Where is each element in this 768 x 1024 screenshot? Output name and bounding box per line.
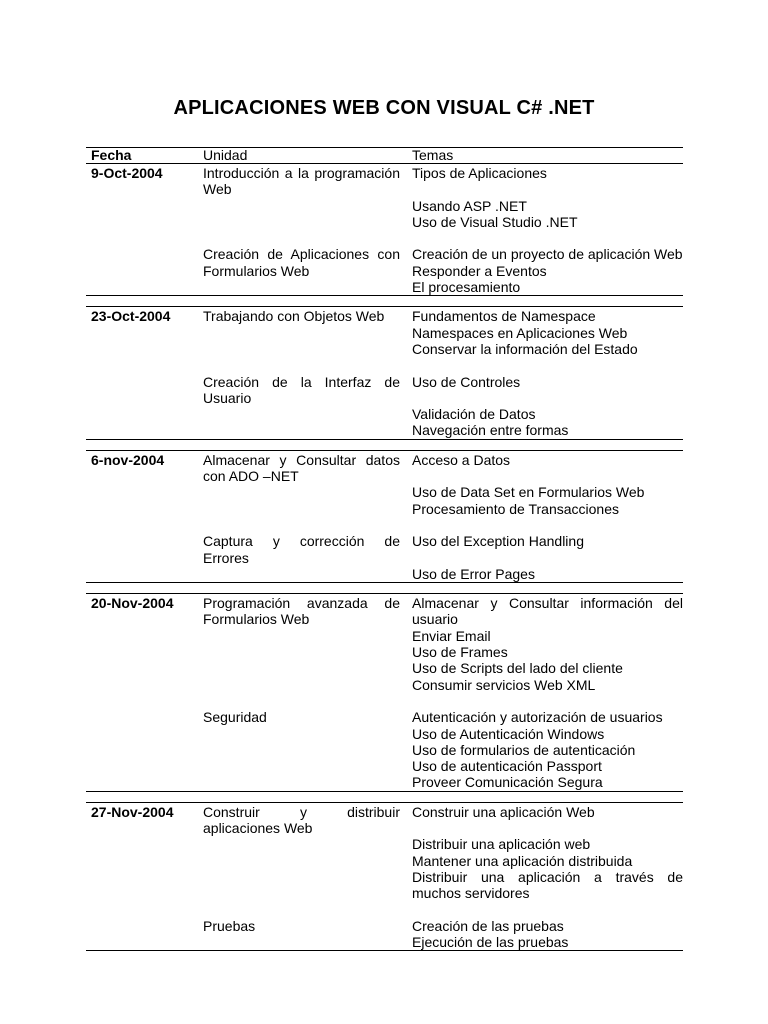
unit-row (203, 709, 683, 790)
topic-item: Distribuir una aplicación web (412, 836, 591, 853)
header-date: Fecha (91, 147, 132, 163)
entry-spacer (86, 440, 683, 450)
schedule-entry (86, 803, 683, 951)
entry-date: 23-Oct-2004 (91, 308, 171, 325)
unit-name: Seguridad (203, 709, 267, 726)
topic-item: Uso de formularios de autenticación (412, 741, 636, 758)
topic-item: Usando ASP .NET (412, 197, 527, 214)
unit-row (203, 533, 683, 582)
topic-list (412, 374, 683, 439)
topic-item: Uso de Data Set en Formularios Web (412, 484, 645, 501)
schedule-entries (86, 164, 683, 951)
unit-row (203, 595, 683, 693)
unit-name: Trabajando con Objetos Web (203, 308, 385, 325)
topic-list (412, 165, 683, 230)
entry-divider (86, 950, 683, 951)
schedule-entry (86, 307, 683, 438)
entry-date: 27-Nov-2004 (91, 803, 174, 820)
topic-item: Tipos de Aplicaciones (412, 165, 547, 181)
unit-row (203, 374, 683, 439)
topic-item: Construir una aplicación Web (412, 803, 595, 820)
topic-item: Responder a Eventos (412, 262, 547, 279)
topic-item: El procesamiento (412, 279, 521, 296)
topic-gap (412, 550, 683, 566)
entry-units (203, 308, 683, 438)
document-title: APLICACIONES WEB CON VISUAL C# .NET (173, 97, 595, 119)
unit-name: Construir y distribuir aplicaciones Web (203, 803, 400, 836)
topic-item: Uso de autenticación Passport (412, 758, 602, 775)
entry-spacer (86, 792, 683, 802)
schedule-table (86, 147, 683, 951)
topic-item: Creación de las pruebas (412, 917, 564, 934)
header-topics: Temas (412, 147, 454, 163)
unit-name: Introducción a la programación Web (203, 165, 400, 198)
topic-gap (412, 181, 683, 197)
entry-units (203, 165, 683, 295)
unit-row (203, 246, 683, 295)
unit-row (203, 804, 683, 902)
topic-list (412, 918, 683, 951)
unit-row (203, 918, 683, 951)
topic-item: Navegación entre formas (412, 422, 569, 439)
topic-item: Distribuir una aplicación a través de muchos servidores (412, 868, 683, 902)
entry-units (203, 804, 683, 951)
topic-item: Consumir servicios Web XML (412, 676, 596, 693)
topic-list (412, 709, 683, 790)
topic-item: Uso del Exception Handling (412, 533, 584, 550)
header-unit: Unidad (203, 147, 248, 163)
topic-item: Proveer Comunicación Segura (412, 774, 603, 791)
topic-item: Uso de Scripts del lado del cliente (412, 660, 623, 677)
topic-gap (412, 820, 683, 836)
topic-item: Autenticación y autorización de usuarios (412, 709, 663, 726)
unit-row (203, 308, 683, 357)
topic-list (412, 308, 683, 357)
entry-date: 6-nov-2004 (91, 451, 165, 468)
topic-item: Conservar la información del Estado (412, 340, 638, 357)
entry-units (203, 452, 683, 582)
schedule-entry (86, 451, 683, 582)
unit-row (203, 165, 683, 230)
entry-spacer (86, 296, 683, 306)
unit-name: Captura y corrección de Errores (203, 533, 400, 566)
entry-units (203, 595, 683, 791)
topic-item: Fundamentos de Namespace (412, 308, 596, 325)
topic-item: Uso de Autenticación Windows (412, 725, 605, 742)
topic-item: Validación de Datos (412, 406, 536, 423)
topic-item: Uso de Error Pages (412, 565, 535, 582)
unit-name: Programación avanzada de Formularios Web (203, 595, 400, 628)
topic-item: Uso de Controles (412, 373, 521, 390)
topic-list (412, 533, 683, 582)
entry-date: 9-Oct-2004 (91, 165, 163, 181)
unit-name: Creación de Aplicaciones con Formularios Web (203, 246, 400, 279)
topic-item: Namespaces en Aplicaciones Web (412, 324, 628, 341)
topic-item: Acceso a Datos (412, 451, 511, 468)
unit-row (203, 452, 683, 517)
topic-item: Almacenar y Consultar información del usuario (412, 595, 683, 628)
topic-list (412, 804, 683, 902)
unit-name: Almacenar y Consultar datos con ADO –NET (203, 451, 400, 485)
topic-list (412, 246, 683, 295)
topic-item: Mantener una aplicación distribuida (412, 852, 633, 869)
topic-item: Uso de Frames (412, 644, 508, 661)
topic-item: Ejecución de las pruebas (412, 934, 569, 951)
schedule-entry (86, 164, 683, 295)
topic-item: Creación de un proyecto de aplicación Web (412, 246, 683, 263)
topic-list (412, 452, 683, 517)
topic-gap (412, 390, 683, 406)
unit-name: Creación de la Interfaz de Usuario (203, 373, 400, 406)
entry-spacer (86, 583, 683, 593)
topic-list (412, 595, 683, 693)
topic-item: Procesamiento de Transacciones (412, 500, 619, 517)
table-header-row (86, 147, 683, 164)
entry-date: 20-Nov-2004 (91, 595, 174, 612)
topic-item: Enviar Email (412, 627, 491, 644)
schedule-entry (86, 594, 683, 791)
unit-name: Pruebas (203, 917, 256, 934)
topic-gap (412, 468, 683, 484)
topic-item: Uso de Visual Studio .NET (412, 213, 578, 230)
